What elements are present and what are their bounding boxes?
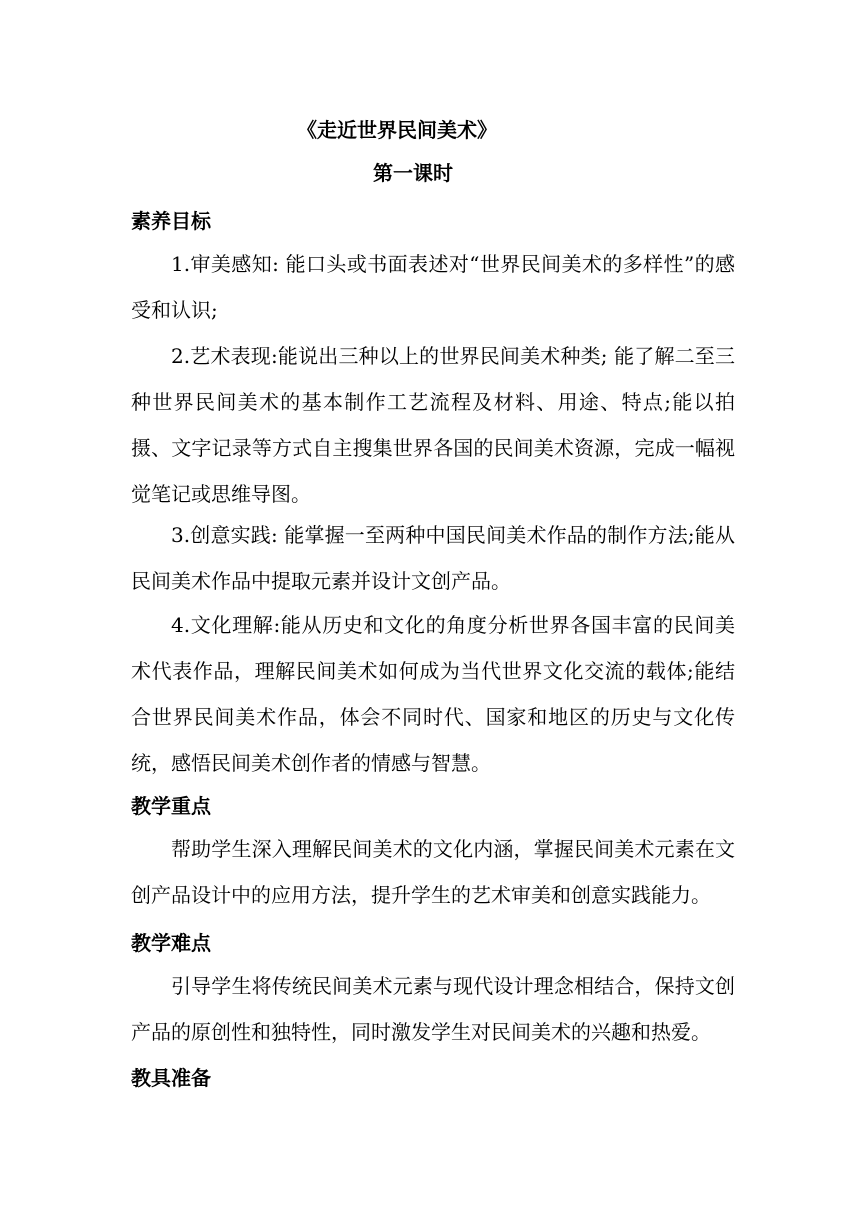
- goal-paragraph-3: 3.创意实践: 能掌握一至两种中国民间美术作品的制作方法;能从民间美术作品中提取元素并设计文创产品。: [131, 523, 735, 593]
- teaching-focus-paragraph: 帮助学生深入理解民间美术的文化内涵，掌握民间美术元素在文创产品设计中的应用方法，提升学生的艺术审美和创意实践能力。: [131, 837, 735, 907]
- goal-paragraph-2: 2.艺术表现:能说出三种以上的世界民间美术种类; 能了解二至三种世界民间美术的基本制作工艺流程及材料、用途、特点;能以拍摄、文字记录等方式自主搜集世界各国的民间美术资源，完成一幅视觉笔记或思维导图。: [131, 344, 735, 506]
- goal-paragraph-4: 4.文化理解:能从历史和文化的角度分析世界各国丰富的民间美术代表作品，理解民间美术如何成为当代世界文化交流的载体;能结合世界民间美术作品，体会不同时代、国家和地区的历史与文化传统，感悟民间美术创作者的情感与智慧。: [131, 613, 735, 775]
- document-title: 《走近世界民间美术》: [297, 118, 497, 142]
- goal-paragraph-1: 1.审美感知: 能口头或书面表述对“世界民间美术的多样性”的感受和认识;: [131, 252, 735, 322]
- document-subtitle: 第一课时: [373, 161, 453, 185]
- section-heading-teaching-materials: 教具准备: [131, 1066, 211, 1090]
- section-heading-teaching-focus: 教学重点: [131, 794, 211, 818]
- section-heading-teaching-difficulty: 教学难点: [131, 931, 211, 955]
- section-heading-literacy-goals: 素养目标: [131, 209, 211, 233]
- teaching-difficulty-paragraph: 引导学生将传统民间美术元素与现代设计理念相结合，保持文创产品的原创性和独特性，同时激发学生对民间美术的兴趣和热爱。: [131, 974, 735, 1044]
